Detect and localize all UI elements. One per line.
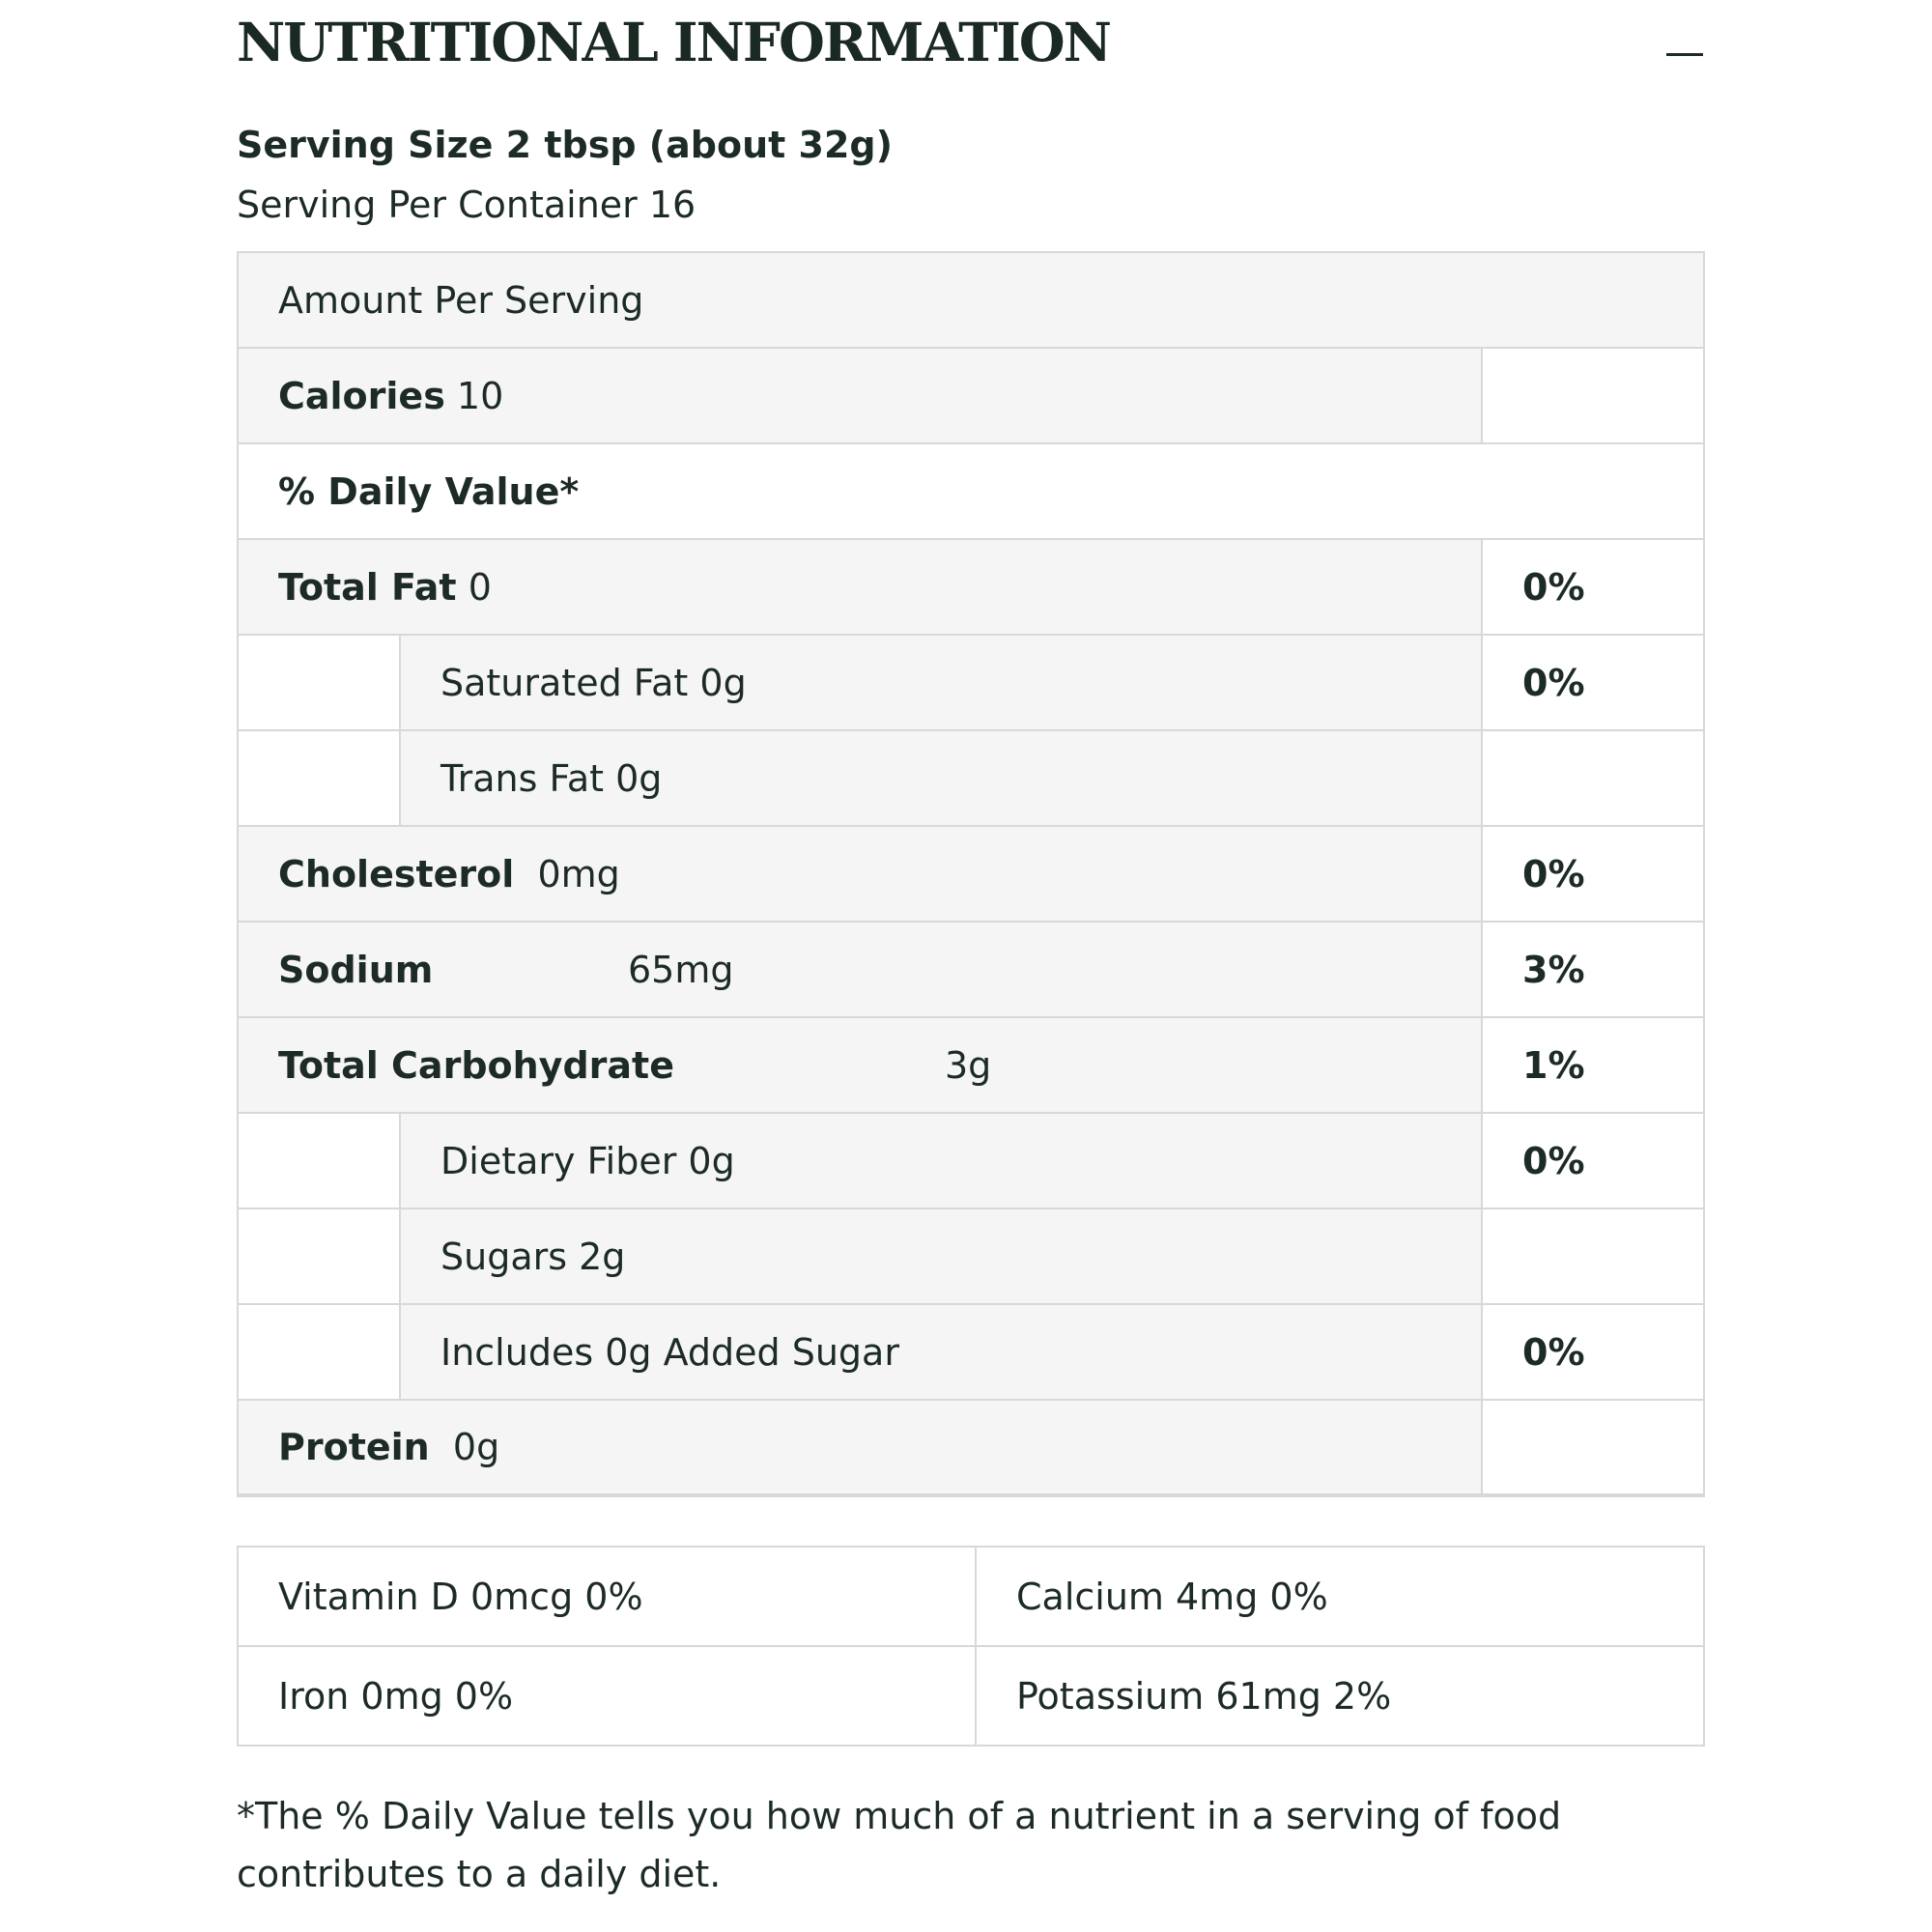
table-row bbox=[238, 1113, 1704, 1208]
total-fat-pct: 0% bbox=[1482, 539, 1704, 635]
sodium-cell bbox=[238, 922, 1482, 1017]
total-fat-value: 0 bbox=[468, 565, 492, 609]
cholesterol-cell bbox=[238, 826, 1482, 922]
table-row bbox=[238, 635, 1704, 730]
table-row bbox=[238, 1646, 1704, 1746]
potassium: Potassium 61mg 2% bbox=[976, 1646, 1704, 1746]
table-row bbox=[238, 539, 1704, 635]
empty-pct-cell bbox=[1482, 348, 1704, 443]
sodium-label: Sodium bbox=[278, 948, 434, 991]
table-row bbox=[238, 443, 1704, 539]
protein-label: Protein bbox=[278, 1426, 430, 1468]
protein-value: 0g bbox=[452, 1426, 500, 1468]
table-row bbox=[238, 826, 1704, 922]
total-carb-cell bbox=[238, 1017, 1482, 1113]
vitamin-d: Vitamin D 0mcg 0% bbox=[238, 1547, 976, 1646]
calories-label: Calories bbox=[278, 374, 445, 417]
total-carb-label: Total Carbohydrate bbox=[278, 1043, 674, 1087]
accordion-header[interactable] bbox=[237, 0, 1703, 108]
sodium-value: 65mg bbox=[628, 948, 734, 991]
dietary-fiber-label: Dietary Fiber 0g bbox=[400, 1113, 1482, 1208]
empty-pct-cell bbox=[1482, 730, 1704, 826]
sodium-pct: 3% bbox=[1482, 922, 1704, 1017]
indent-cell bbox=[238, 730, 400, 826]
footnote: *The % Daily Value tells you how much of a nutrient in a serving of food contributes to a daily diet. bbox=[237, 1795, 1562, 1895]
added-sugar-pct: 0% bbox=[1482, 1304, 1704, 1400]
indent-cell bbox=[238, 1208, 400, 1304]
total-fat-cell bbox=[238, 539, 1482, 635]
dietary-fiber-pct: 0% bbox=[1482, 1113, 1704, 1208]
cholesterol-label: Cholesterol bbox=[278, 852, 515, 895]
daily-value-header: % Daily Value* bbox=[238, 443, 1704, 539]
saturated-fat-label: Saturated Fat 0g bbox=[400, 635, 1482, 730]
servings-per-container: Serving Per Container 16 bbox=[237, 184, 696, 226]
empty-pct-cell bbox=[1482, 1400, 1704, 1495]
minus-icon[interactable] bbox=[1666, 53, 1703, 56]
trans-fat-label: Trans Fat 0g bbox=[400, 730, 1482, 826]
cholesterol-value: 0mg bbox=[537, 852, 620, 895]
calories-value: 10 bbox=[456, 374, 504, 417]
calories-cell bbox=[238, 348, 1482, 443]
table-row bbox=[238, 730, 1704, 826]
table-row bbox=[238, 1208, 1704, 1304]
table-row bbox=[238, 1304, 1704, 1400]
total-carb-value: 3g bbox=[945, 1043, 992, 1087]
cholesterol-pct: 0% bbox=[1482, 826, 1704, 922]
minerals-table bbox=[237, 1546, 1705, 1747]
calcium: Calcium 4mg 0% bbox=[976, 1547, 1704, 1646]
total-fat-label: Total Fat bbox=[278, 565, 457, 609]
table-row bbox=[238, 1017, 1704, 1113]
indent-cell bbox=[238, 635, 400, 730]
empty-pct-cell bbox=[1482, 1208, 1704, 1304]
indent-cell bbox=[238, 1113, 400, 1208]
total-carb-pct: 1% bbox=[1482, 1017, 1704, 1113]
saturated-fat-pct: 0% bbox=[1482, 635, 1704, 730]
amount-per-serving: Amount Per Serving bbox=[238, 252, 1704, 348]
table-row bbox=[238, 1400, 1704, 1495]
nutrition-panel bbox=[237, 0, 1703, 1895]
protein-cell bbox=[238, 1400, 1482, 1495]
iron: Iron 0mg 0% bbox=[238, 1646, 976, 1746]
sugars-label: Sugars 2g bbox=[400, 1208, 1482, 1304]
table-row bbox=[238, 348, 1704, 443]
section-title: NUTRITIONAL INFORMATION bbox=[237, 11, 1110, 73]
table-row bbox=[238, 922, 1704, 1017]
table-row bbox=[238, 1547, 1704, 1646]
serving-size: Serving Size 2 tbsp (about 32g) bbox=[237, 124, 893, 166]
nutrition-table bbox=[237, 251, 1705, 1497]
added-sugar-label: Includes 0g Added Sugar bbox=[400, 1304, 1482, 1400]
indent-cell bbox=[238, 1304, 400, 1400]
table-row bbox=[238, 252, 1704, 348]
